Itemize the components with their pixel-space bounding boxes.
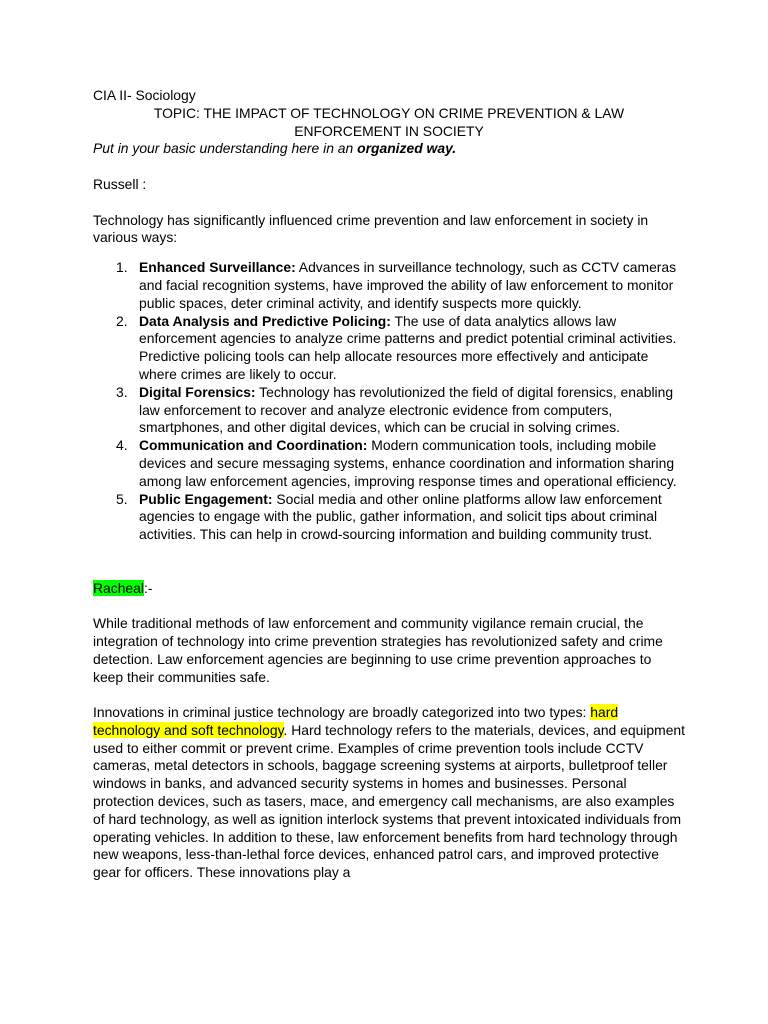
list-item-title: Public Engagement: — [139, 490, 273, 507]
topic-line-1: TOPIC: THE IMPACT OF TECHNOLOGY ON CRIME PREVENTION & LAW — [153, 104, 625, 121]
racheal-paragraph-2 — [93, 704, 685, 882]
list-item-title: Data Analysis and Predictive Policing: — [139, 312, 391, 329]
list-item-number: 2. — [116, 312, 128, 329]
list-item-title: Digital Forensics: — [139, 383, 256, 400]
highlighted-author-name: Racheal — [93, 579, 144, 596]
list-item-number: 4. — [116, 437, 128, 454]
list-item-text: Advances in surveillance technology, such as CCTV cameras and facial recognition systems, have improved the ability of law enforcement to monitor public spaces, deter criminal activity, and identify suspects more quickly. — [139, 259, 677, 311]
list-item-number: 1. — [116, 259, 128, 276]
list-item-number: 3. — [116, 383, 128, 400]
list-item — [93, 313, 685, 384]
russell-intro: Technology has significantly influenced crime prevention and law enforcement in society in various ways: — [93, 211, 649, 246]
paragraph-text-after: . Hard technology refers to the materials, devices, and equipment used to either commit or prevent crime. Examples of crime prevention tools include CCTV cameras, metal detectors in schools, baggage screening systems at airports, bulletproof teller windows in banks, and advanced security systems in homes and businesses. Personal protection devices, such as tasers, mace, and emergency call mechanisms, are also examples of hard technology, as well as ignition interlock systems that prevent intoxicated individuals from operating vehicles. In addition to these, law enforcement benefits from hard technology through new weapons, less-than-lethal force devices, enhanced patrol cars, and improved protective gear for officers. These innovations play a — [93, 721, 685, 881]
list-item — [93, 384, 685, 437]
list-item-text: The use of data analytics allows law enforcement agencies to analyze crime patterns and predict potential criminal activities. Predictive policing tools can help allocate resources more effectively and anticipate where crimes are likely to occur. — [139, 312, 677, 382]
list-item-text: Technology has revolutionized the field of digital forensics, enabling law enforcement to recover and analyze electronic evidence from computers, smartphones, and other digital devices, which can be crucial in solving crimes. — [139, 383, 674, 436]
list-item-title: Enhanced Surveillance: — [139, 259, 296, 276]
list-item — [93, 491, 685, 544]
list-item-number: 5. — [116, 490, 128, 507]
author-racheal — [93, 580, 685, 598]
instruction-bold: organized way. — [357, 140, 457, 157]
instruction-plain: Put in your basic understanding here in an — [93, 140, 358, 157]
author-russell: Russell : — [93, 175, 147, 192]
course-title: CIA II- Sociology — [93, 87, 196, 103]
highlighted-phrase: hard technology and soft technology — [93, 704, 619, 738]
list-item — [93, 259, 685, 312]
list-item-text: Social media and other online platforms allow law enforcement agencies to engage with the public, gather information, and solicit tips about criminal activities. This can help in crowd-sourcing information and building community trust. — [139, 490, 662, 543]
topic-line-2: ENFORCEMENT IN SOCIETY — [294, 122, 484, 139]
instruction-line — [93, 140, 685, 158]
racheal-paragraph-1: While traditional methods of law enforcement and community vigilance remain crucial, the integration of technology into crime prevention strategies has revolutionized safety and crime detection. Law enforcement agencies are beginning to use crime prevention approaches to keep their communities safe. — [93, 615, 663, 685]
list-item-text: Modern communication tools, including mobile devices and secure messaging systems, enhance coordination and information sharing among law enforcement agencies, improving response times and operational efficiency. — [139, 437, 677, 489]
russell-points-list — [93, 259, 685, 544]
paragraph-text-before: Innovations in criminal justice technology are broadly categorized into two types: — [93, 704, 591, 721]
list-item — [93, 437, 685, 490]
author-name-suffix: :- — [143, 579, 153, 596]
document-page — [93, 87, 685, 882]
list-item-title: Communication and Coordination: — [139, 437, 368, 454]
